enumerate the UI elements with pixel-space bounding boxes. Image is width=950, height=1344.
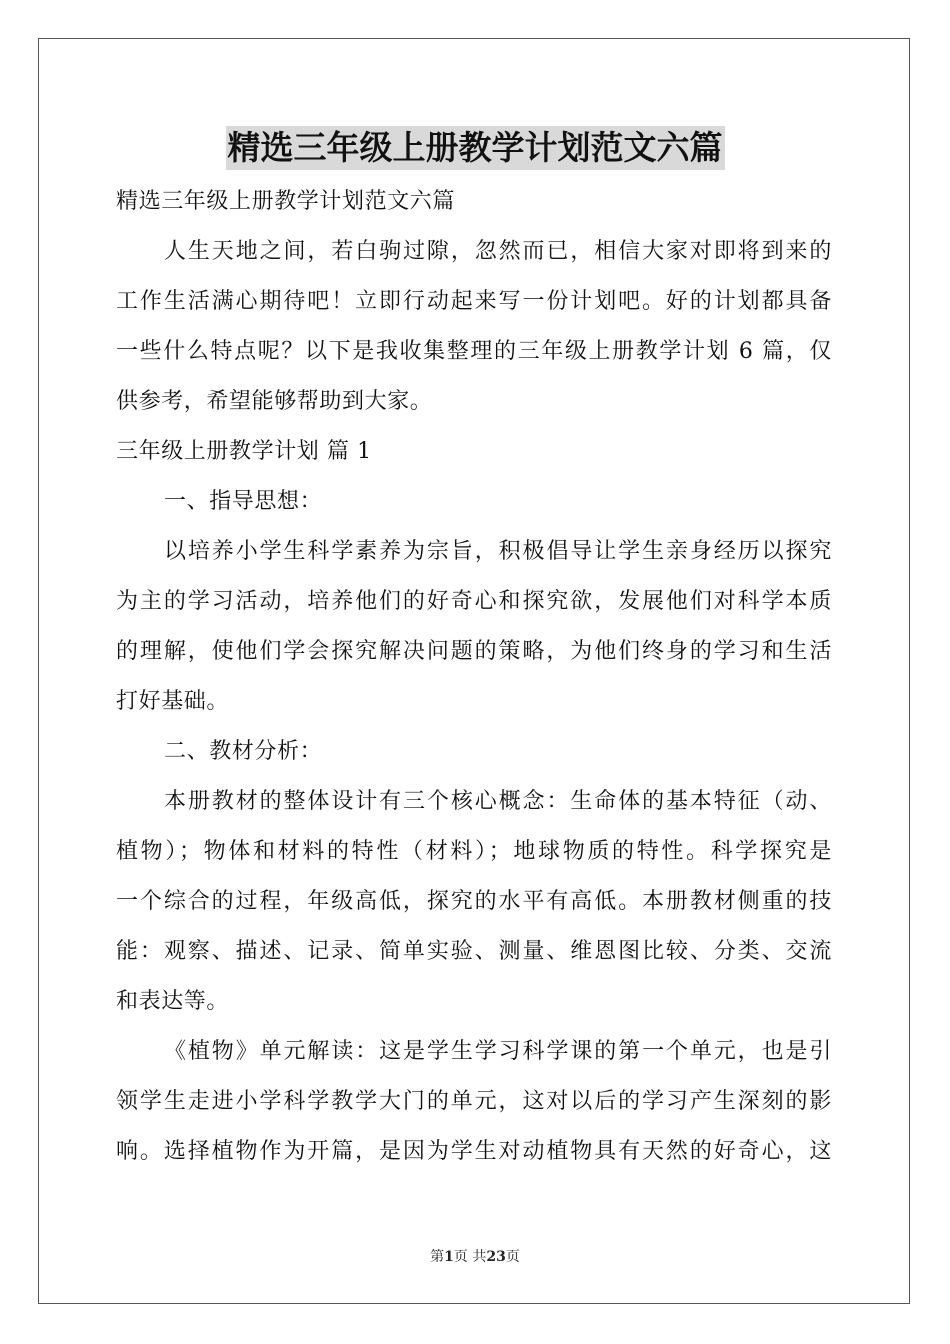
text-line: 打好基础。 — [116, 689, 230, 714]
text-line: 人生天地之间，若白驹过隙，忽然而已，相信大家对即将到来的 — [164, 239, 832, 264]
text-line: 二、教材分析： — [164, 739, 323, 764]
footer-page-number: 1 — [444, 1249, 454, 1265]
text-line: 植物）；物体和材料的特性（材料）；地球物质的特性。科学探究是 — [116, 839, 832, 864]
text-line: 本册教材的整体设计有三个核心概念：生命体的基本特征（动、 — [164, 789, 832, 814]
footer-suffix: 页 — [505, 1249, 520, 1265]
document-body — [116, 177, 832, 1177]
text-line: 一些什么特点呢？以下是我收集整理的三年级上册教学计划 6 篇，仅 — [116, 339, 832, 364]
text-line: 一、指导思想： — [164, 489, 323, 514]
text-line: 精选三年级上册教学计划范文六篇 — [116, 189, 456, 214]
text-line: 响。选择植物作为开篇，是因为学生对动植物具有天然的好奇心，这 — [116, 1139, 832, 1164]
text-line: 和表达等。 — [116, 989, 230, 1014]
text-line: 一个综合的过程，年级高低，探究的水平有高低。本册教材侧重的技 — [116, 889, 832, 914]
text-line: 以培养小学生科学素养为宗旨，积极倡导让学生亲身经历以探究 — [164, 539, 832, 564]
text-line: 领学生走进小学科学教学大门的单元，这对以后的学习产生深刻的影 — [116, 1089, 832, 1114]
footer-total-pages: 23 — [486, 1249, 506, 1265]
text-line: 《植物》单元解读：这是学生学习科学课的第一个单元，也是引 — [164, 1039, 832, 1064]
text-line: 的理解，使他们学会探究解决问题的策略，为他们终身的学习和生活 — [116, 639, 832, 664]
page-footer — [0, 1246, 950, 1266]
text-line: 供参考，希望能够帮助到大家。 — [116, 389, 433, 414]
title-container — [0, 126, 950, 170]
footer-middle: 页 共 — [453, 1249, 487, 1265]
document-title: 精选三年级上册教学计划范文六篇 — [226, 126, 725, 170]
text-line: 为主的学习活动，培养他们的好奇心和探究欲，发展他们对科学本质 — [116, 589, 832, 614]
text-line: 工作生活满心期待吧！立即行动起来写一份计划吧。好的计划都具备 — [116, 289, 832, 314]
text-line: 三年级上册教学计划 篇 1 — [116, 439, 372, 464]
text-line: 能：观察、描述、记录、简单实验、测量、维恩图比较、分类、交流 — [116, 939, 832, 964]
footer-prefix: 第 — [430, 1249, 445, 1265]
